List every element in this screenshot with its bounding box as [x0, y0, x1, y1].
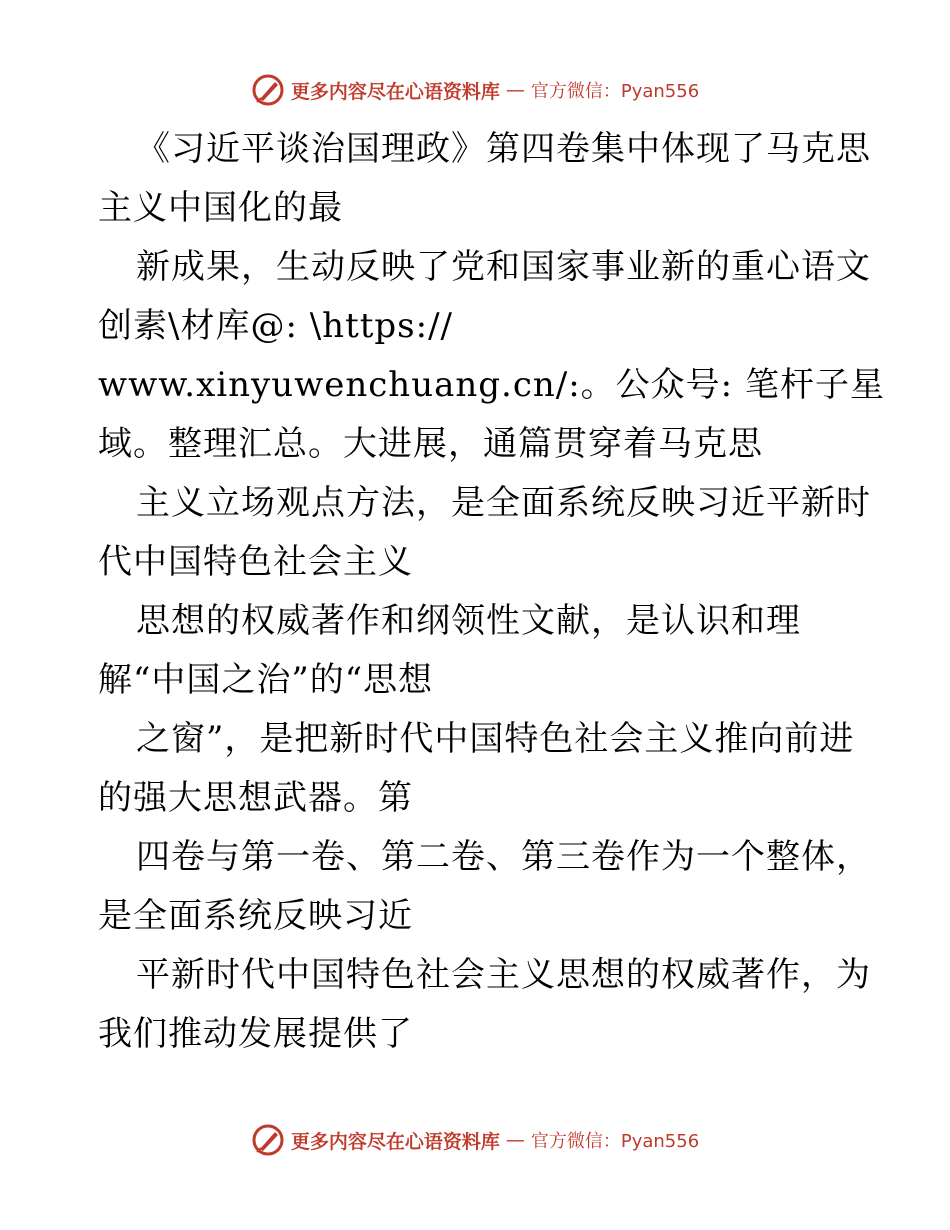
- header-banner-separator: —: [505, 79, 525, 101]
- text-line: 《习近平谈治国理政》第四卷集中体现了马克思: [136, 129, 871, 169]
- footer-banner-text: 更多内容尽在心语资料库: [290, 1130, 500, 1153]
- text-line: 主义立场观点方法，是全面系统反映习近平新时: [136, 483, 871, 523]
- text-line: 四卷与第一卷、第二卷、第三卷作为一个整体，: [136, 837, 871, 877]
- text-line: 思想的权威著作和纲领性文献，是认识和理: [136, 601, 801, 641]
- text-line: 域。整理汇总。大进展，通篇贯穿着马克思: [98, 424, 763, 464]
- text-line: 是全面系统反映习近: [98, 896, 413, 936]
- text-line: 解“中国之治”的“思想: [98, 660, 434, 700]
- header-banner-contact: 官方微信：Pyan556: [530, 81, 700, 102]
- text-line: 平新时代中国特色社会主义思想的权威著作，为: [136, 955, 871, 995]
- document-body: [98, 120, 885, 1064]
- text-line: 我们推动发展提供了: [98, 1014, 413, 1054]
- quill-logo-icon: [251, 1123, 285, 1157]
- footer-banner-contact: 官方微信：Pyan556: [530, 1131, 700, 1152]
- header-banner: [0, 70, 950, 110]
- text-line: 之窗”，是把新时代中国特色社会主义推向前进: [136, 719, 855, 759]
- text-line: www.xinyuwenchuang.cn/:。公众号: 笔杆子星: [98, 365, 885, 405]
- text-line: 主义中国化的最: [98, 188, 343, 228]
- header-banner-text: 更多内容尽在心语资料库: [290, 80, 500, 103]
- text-line: 新成果，生动反映了党和国家事业新的重心语文: [136, 247, 871, 287]
- text-line: 代中国特色社会主义: [98, 542, 413, 582]
- text-line: 创素\材库@: \https://: [98, 306, 453, 346]
- footer-banner-separator: —: [505, 1129, 525, 1151]
- text-line: 的强大思想武器。第: [98, 778, 413, 818]
- footer-banner: [0, 1120, 950, 1160]
- quill-logo-icon: [251, 73, 285, 107]
